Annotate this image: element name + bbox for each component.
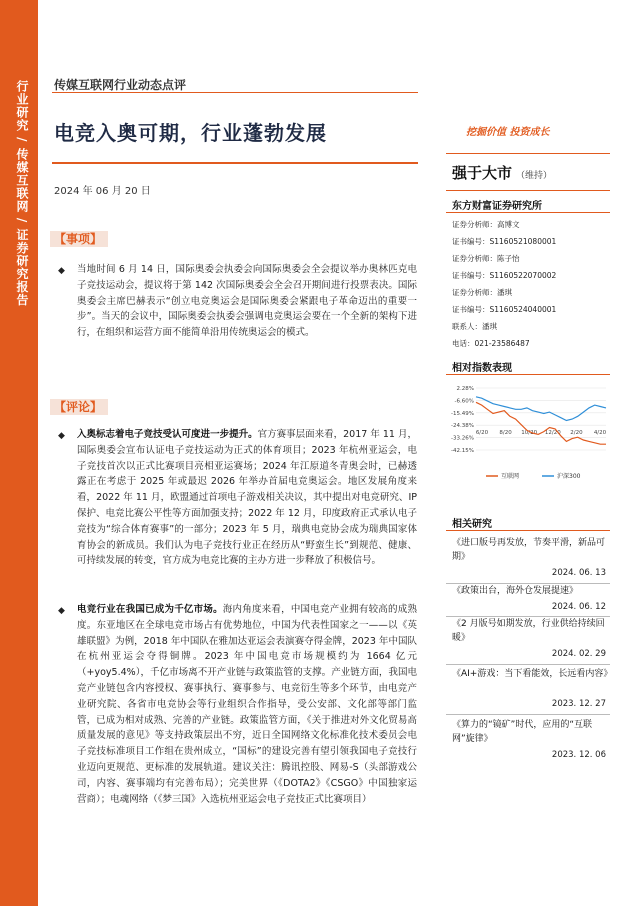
events-paragraph: 当地时间 6 月 14 日，国际奥委会执委会向国际奥委会全会提议举办奥林匹克电子竞技运动会，提议将于第 142 次国际奥委会全会召开期间进行投票表决。国际奥委会主席巴赫表示“创立电竞奥运会是国际奥委会紧跟电子革命迈出的重要一步”。当天的会议中，国际奥委会执委会强调电竞奥运会要在一个全新的架构下进行，在组织和运营方面不能简单沿用传统奥运会的模式。: [77, 264, 417, 339]
related-report-date: 2024. 02. 29: [551, 649, 606, 659]
rating-divider: [446, 190, 610, 191]
analyst-row: 电话：021-23586487: [452, 339, 530, 348]
index-panel-title: 相对指数表现: [452, 363, 512, 374]
x-tick-label: 6/20: [475, 430, 489, 436]
x-tick-label: 10/20: [521, 430, 538, 436]
title-divider: [52, 162, 418, 164]
related-report-date: 2023. 12. 06: [551, 750, 606, 760]
x-tick-label: 8/20: [499, 430, 512, 436]
related-divider: [446, 664, 610, 665]
y-tick-label: -15.49%: [451, 410, 474, 417]
comment-2-lead: 电竞行业在我国已成为千亿市场。: [77, 604, 223, 615]
right-divider: [446, 153, 610, 154]
sidebar-label: 行业研究 / 传媒互联网 / 证券研究报告: [15, 80, 29, 307]
page-title: 电竞入奥可期，行业蓬勃发展: [54, 121, 327, 145]
related-divider: [446, 530, 610, 531]
y-tick-label: 2.28%: [456, 386, 474, 392]
y-tick-label: -6.60%: [454, 398, 474, 405]
report-date: 2024 年 06 月 20 日: [54, 186, 151, 197]
firm-divider: [446, 212, 610, 213]
comment-paragraph-2: [77, 602, 417, 807]
comment-2-body: 海内角度来看，中国电竞产业拥有较高的成熟度。东亚地区在全球电竞市场占有优势地位，中国为代表性国家之一——以《英雄联盟》为例，2018 年中国队在雅加达亚运会表演赛夺得金牌，2023 年中国队在杭州亚运会夺得铜牌。2023 年中国电竞市场规模约为 1664 亿元（+yoy5.4%），千亿市场离不开产业链与政策监管的支撑。产业链方面，我国电竞产业链包含内容授权、赛事执行、赛事参与、电竞衍生等多个环节，由电竞产业研究院、各省市电竞协会等行业组织合作指导，受公安部、文化部等部门监管，已成为相对成熟、完善的产业链。政策监管方面，《关于推进对外文化贸易高质量发展的意见》等支持政策层出不穷，近日全国网络文化标准化技术委员会电子竞技标准项目工作组在贵州成立，“国标”的建设完善有望引领我国电子竞技行业迈向更规范、更标准的发展轨道。建议关注：腾讯控股、网易-S（头部游戏公司，内容、赛事端均有完善布局）；完美世界（《DOTA2》《CSGO》中国独家运营商）；电魂网络（《梦三国》入选杭州亚运会电子竞技正式比赛项目）: [77, 604, 417, 805]
comment-paragraph-1: [77, 427, 417, 569]
related-report-title[interactable]: 《政策出台，海外仓发展提速》: [452, 586, 579, 596]
analyst-row: 证书编号：S1160524040001: [452, 305, 557, 314]
comment-1-body: 官方赛事层面来看，2017 年 11 月，国际奥委会宣布认证电子竞技运动为正式的体育项目；2023 年杭州亚运会，电子竞技首次以正式比赛项目亮相亚运赛场；2024 年江原道冬青奥会时，已赫透露正在考虑于 2025 年或最迟 2026 年举办首届电竞奥运会。地区发展角度来看，2022 年 11 月，欧盟通过首项电子游戏相关决议，其中提出对电竞研究、IP 保护、电竞比赛公平性等方面加强支持；2022 年 12 月，印度政府正式承认电子竞技为“综合体育赛事”的一部分；2023 年 5 月，瑞典电竞协会成为瑞典国家体育协会的新成员。我们认为电子竞技行业正在经历从“野蛮生长”到规范、健康、可持续发展的转变，官方成为电竞比赛的主办方进一步释放了积极信号。: [77, 429, 417, 567]
rating-title: 强于大市 （维持）: [452, 164, 553, 182]
related-report-title[interactable]: 《进口版号再发放，节奏平滑，新品可期》: [452, 538, 606, 562]
y-tick-label: -42.15%: [451, 448, 474, 454]
bullet-icon: ◆: [58, 606, 65, 616]
header-divider: [52, 92, 418, 93]
legend-label: 互联网: [501, 473, 520, 480]
y-tick-label: -33.26%: [451, 435, 474, 442]
bullet-icon: ◆: [58, 431, 65, 441]
relative-index-chart: [446, 380, 610, 490]
report-category: 传媒互联网行业动态点评: [54, 78, 187, 92]
series-line: [476, 402, 606, 444]
bullet-icon: ◆: [58, 266, 65, 276]
analyst-row: 证书编号：S1160521080001: [452, 237, 557, 246]
firm-name: 东方财富证券研究所: [452, 201, 542, 212]
index-panel-divider: [446, 374, 610, 375]
x-tick-label: 12/20: [544, 430, 561, 436]
related-report-date: 2024. 06. 13: [551, 568, 606, 578]
analyst-row: 证书编号：S1160522070002: [452, 271, 557, 280]
related-report-date: 2023. 12. 27: [551, 699, 606, 709]
x-tick-label: 2/20: [570, 430, 583, 436]
analyst-row: 联系人：潘琪: [452, 322, 497, 331]
related-report-title[interactable]: 《2 月版号如期发放，行业供给持续回暖》: [452, 619, 605, 643]
analyst-row: 证券分析师：陈子怡: [452, 254, 520, 263]
y-tick-label: -24.38%: [451, 423, 474, 430]
analyst-row: 证券分析师：高博文: [452, 220, 520, 229]
related-title: 相关研究: [452, 519, 492, 530]
related-report-date: 2024. 06. 12: [551, 602, 606, 612]
events-label: 【事项】: [50, 230, 108, 247]
x-tick-label: 4/20: [593, 430, 607, 436]
comment-1-lead: 入奥标志着电子竞技受认可度进一步提升。: [77, 429, 258, 440]
related-report-title[interactable]: 《算力的“镜矿”时代，应用的“互联网”旋律》: [452, 720, 592, 744]
comment-label: 【评论】: [50, 398, 108, 415]
analyst-row: 证券分析师：潘琪: [452, 288, 512, 297]
slogan: 挖掘价值 投资成长: [466, 127, 550, 138]
legend-label: 沪深300: [557, 473, 581, 480]
related-divider: [446, 714, 610, 715]
related-report-title[interactable]: 《AI+游戏：当下看能效，长远看内容》: [452, 669, 613, 679]
